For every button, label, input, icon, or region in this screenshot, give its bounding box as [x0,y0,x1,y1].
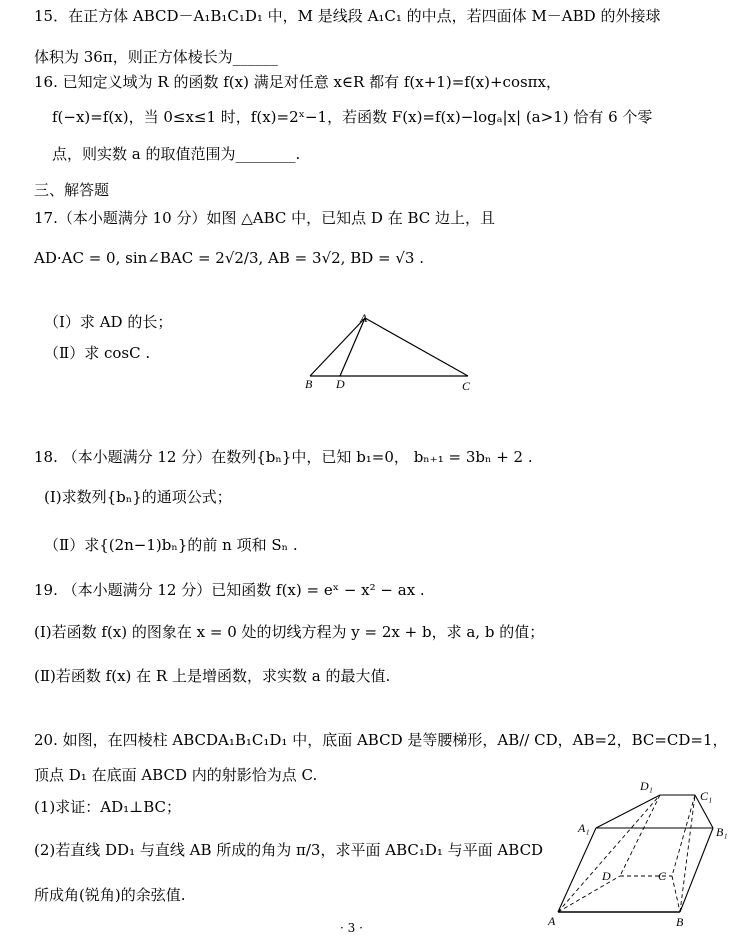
q18-part1: (Ⅰ)求数列{bₙ}的通项公式； [44,488,232,506]
q18-part2: （Ⅱ）求{(2n−1)bₙ}的前 n 项和 Sₙ . [44,536,298,554]
q16-line1: 16. 已知定义域为 R 的函数 f(x) 满足对任意 x∈R 都有 f(x+1)=f(x)+cosπx， [34,73,561,91]
label-D: D [336,377,345,391]
label-C: C [658,869,667,883]
q20-part1: (1)求证：AD₁⊥BC； [34,798,182,816]
page-number: · 3 · [340,921,363,935]
q20-line1: 20. 如图，在四棱柱 ABCDA₁B₁C₁D₁ 中，底面 ABCD 是等腰梯形，AB// CD，AB=2，BC=CD=1， [34,731,728,749]
q17-part1: （Ⅰ）求 AD 的长； [44,313,173,331]
label-A: A [360,311,368,325]
label-C1: C₁ [700,789,713,803]
label-D: D [602,869,611,883]
q16-line2: f(−x)=f(x)，当 0≤x≤1 时，f(x)=2ˣ−1，若函数 F(x)=f(x)−logₐ|x| (a>1) 恰有 6 个零 [52,108,653,126]
q16-line3: 点，则实数 a 的取值范围为________. [52,145,301,163]
q17-line2: AD·AC = 0, sin∠BAC = 2√2/3, AB = 3√2, BD = √3 . [34,249,424,267]
section-heading: 三、解答题 [34,181,110,199]
q17-part2: （Ⅱ）求 cosC . [44,344,151,362]
q18-line1: 18. （本小题满分 12 分）在数列{bₙ}中，已知 b₁=0， bₙ₊₁ = 3bₙ + 2 . [34,448,533,466]
q17-line1: 17.（本小题满分 10 分）如图 △ABC 中，已知点 D 在 BC 边上，且 [34,209,496,227]
q20-part3: 所成角(锐角)的余弦值. [34,886,186,904]
q20-part2: (2)若直线 DD₁ 与直线 AB 所成的角为 π/3，求平面 ABC₁D₁ 与平面 ABCD [34,841,544,859]
label-B: B [676,915,684,929]
q19-part2: (Ⅱ)若函数 f(x) 在 R 上是增函数，求实数 a 的最大值. [34,667,391,685]
label-A: A [548,914,556,928]
q15-line1: 15．在正方体 ABCD－A₁B₁C₁D₁ 中，M 是线段 A₁C₁ 的中点，若四面体 M－ABD 的外接球 [34,7,661,25]
q15-line2: 体积为 36π，则正方体棱长为______ [34,48,278,66]
q20-line2: 顶点 D₁ 在底面 ABCD 内的射影恰为点 C. [34,766,318,784]
label-C: C [462,379,471,393]
label-B: B [305,377,313,391]
label-A1: A₁ [578,821,590,835]
q19-line1: 19. （本小题满分 12 分）已知函数 f(x) = eˣ − x² − ax . [34,581,425,599]
q19-part1: (Ⅰ)若函数 f(x) 的图象在 x = 0 处的切线方程为 y = 2x + b，求 a, b 的值； [34,623,545,641]
label-D1: D₁ [640,779,653,793]
label-B1: B₁ [716,825,728,839]
